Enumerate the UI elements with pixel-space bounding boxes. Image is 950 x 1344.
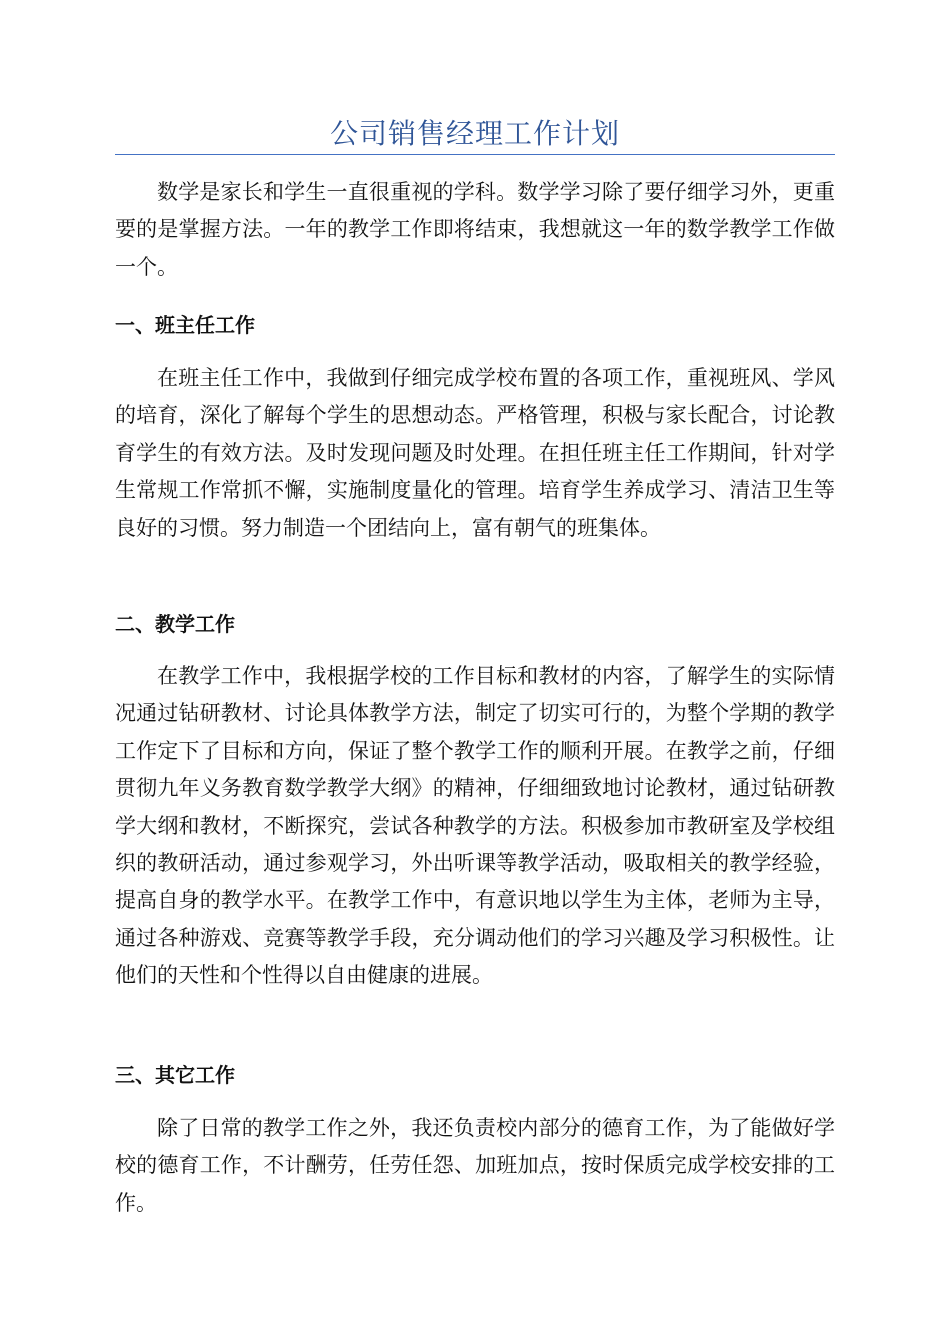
- section-3-body-block: [115, 1110, 835, 1222]
- section-heading: 二、教学工作: [115, 612, 235, 636]
- section-paragraph: 除了日常的教学工作之外，我还负责校内部分的德育工作，为了能做好学校的德育工作，不计酬劳，任劳任怨、加班加点，按时保质完成学校安排的工作。: [115, 1116, 835, 1215]
- section-1-heading-block: [115, 310, 835, 340]
- intro-block: [115, 174, 835, 286]
- section-1-body-block: [115, 360, 835, 547]
- section-paragraph: 在班主任工作中，我做到仔细完成学校布置的各项工作，重视班风、学风的培育，深化了解每个学生的思想动态。严格管理，积极与家长配合，讨论教育学生的有效方法。及时发现问题及时处理。在担任班主任工作期间，针对学生常规工作常抓不懈，实施制度量化的管理。培育学生养成学习、清洁卫生等良好的习惯。努力制造一个团结向上，富有朝气的班集体。: [115, 366, 835, 540]
- section-3-heading-block: [115, 1060, 835, 1090]
- title-underline: [115, 154, 835, 155]
- intro-paragraph: 数学是家长和学生一直很重视的学科。数学学习除了要仔细学习外，更重要的是掌握方法。一年的教学工作即将结束，我想就这一年的数学教学工作做一个。: [115, 180, 835, 279]
- section-heading: 三、其它工作: [115, 1063, 235, 1087]
- section-paragraph: 在教学工作中，我根据学校的工作目标和教材的内容，了解学生的实际情况通过钻研教材、讨论具体教学方法，制定了切实可行的，为整个学期的教学工作定下了目标和方向，保证了整个教学工作的顺利开展。在教学之前，仔细贯彻九年义务教育数学教学大纲》的精神，仔细细致地讨论教材，通过钻研教学大纲和教材，不断探究，尝试各种教学的方法。积极参加市教研室及学校组织的教研活动，通过参观学习，外出听课等教学活动，吸取相关的教学经验，提高自身的教学水平。在教学工作中，有意识地以学生为主体，老师为主导，通过各种游戏、竞赛等教学手段，充分调动他们的学习兴趣及学习积极性。让他们的天性和个性得以自由健康的进展。: [115, 664, 835, 988]
- section-2-body-block: [115, 658, 835, 995]
- section-2-heading-block: [115, 609, 835, 639]
- document-title: 公司销售经理工作计划: [329, 117, 620, 150]
- section-heading: 一、班主任工作: [115, 313, 255, 337]
